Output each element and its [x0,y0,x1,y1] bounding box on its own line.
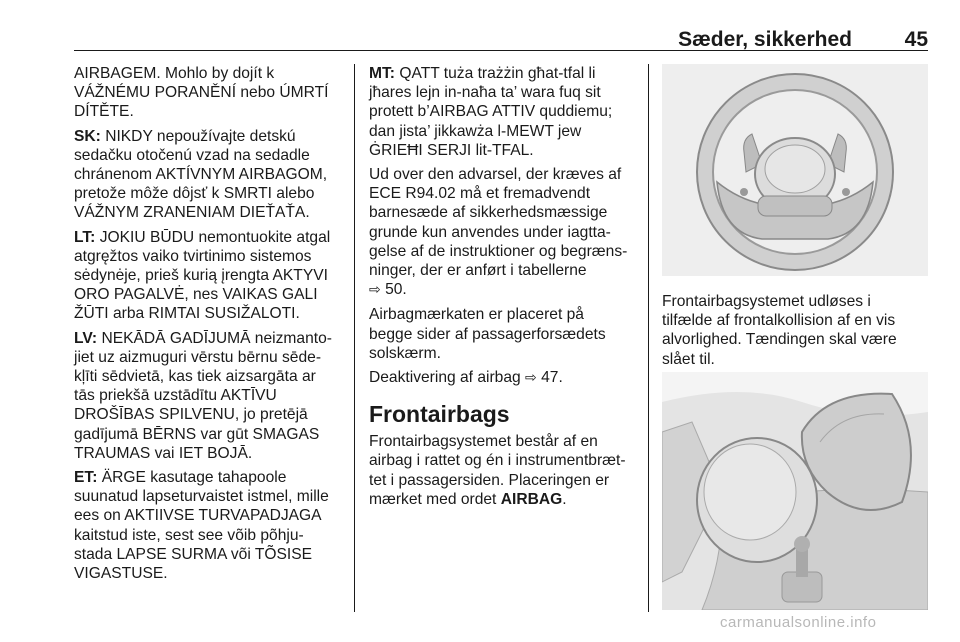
airbag-word: AIRBAG [500,490,563,508]
warning-sk-text: NIKDY nepoužívajte detskú sedačku otočenú vzad na sedadle chránenom AKTÍVNYM AIRBAGOM, pretože môže dôjsť k SMRTI alebo VÁŽNYM ZRANENIAM DIEŤAŤA. [74,127,328,222]
warning-lv [74,329,346,463]
lang-code-et: ET: [74,469,98,487]
warning-mt-text: QATT tuża trażżin għat-tfal li jħares lejn in-naħa ta’ wara fuq sit protett b’AIRBAG ATTIV quddiemu; dan jista’ jikkawża l-MEWT jew ĠRIEĦI SERJI lit-TFAL. [369,65,613,159]
lang-code-sk: SK: [74,127,101,145]
column-3-caption [662,292,930,374]
section-heading-frontairbags: Frontairbags [369,401,510,428]
sticker-note: Airbagmærkaten er placeret på begge sider af passagerforsædets solskærm. [369,306,606,362]
header-title: Sæder, sikkerhed [678,28,852,51]
column-divider-1 [354,64,355,612]
ece-note-text: Ud over den advarsel, der kræves af ECE R94.02 må et fremadvendt barnesæde af sikkerhedsmæssige grunde kun anvendes under iagtta- gelse af de instruktioner og begræns- ninger, der er anført i tabellerne [369,166,628,280]
figure-caption: Frontairbagsystemet udløses i tilfælde af frontalkollision af en vis alvorlighed. Tændingen skal være slået til. [662,293,897,368]
frontairbag-description [369,432,645,509]
lang-code-mt: MT: [369,65,395,82]
deactivation-note [369,368,645,388]
warning-sk [74,127,346,223]
lang-code-lv: LV: [74,329,98,347]
warning-lt [74,228,346,324]
column-1 [74,64,346,588]
airbag-deployment-icon [662,372,928,610]
warning-et [74,468,346,583]
steering-wheel-icon [662,64,928,276]
ece-note [369,165,645,300]
page-number: 45 [904,28,928,51]
lang-code-lt: LT: [74,228,96,246]
warning-et-text: ÄRGE kasutage tahapoole suunatud lapseturvaistet istmel, mille ees on AKTIIVSE TURVAPADJAGA kaitstud iste, sest see võib põhju- stada LAPSE SURMA või TÕSISE VIGASTUSE. [74,469,329,583]
page-ref-arrow-icon: ⇨ [525,370,537,387]
column-2 [369,64,645,514]
warning-cz-tail: AIRBAGEM. Mohlo by dojít k VÁŽNÉMU PORANĚNÍ nebo ÚMRTÍ DÍTĚTE. [74,65,329,121]
deactivation-note-text: Deaktivering af airbag [369,369,526,387]
frontairbag-description-text: Frontairbagsystemet består af en airbag i rattet og én i instrumentbræt- tet i passagersiden. Placeringen er mærket med ordet [369,433,626,508]
frontairbag-description-end: . [562,490,567,508]
header-rule [74,50,928,51]
warning-lt-text: JOKIU BŪDU nemontuokite atgal atgręžtos vaiko tvirtinimo sistemos sėdynėje, prieš kurią įrengta AKTYVI ORO PAGALVĖ, nes VAIKAS GALI ŽŪTI arba RIMTAI SUSIŽALOTI. [74,228,331,323]
watermark: carmanualsonline.info [720,614,877,631]
column-divider-2 [648,64,649,612]
page-ref-50[interactable]: 50. [385,281,407,299]
page-ref-47[interactable]: 47. [541,369,563,387]
steering-wheel-figure [662,64,928,276]
page-ref-arrow-icon: ⇨ [369,282,381,299]
warning-mt [369,64,645,160]
airbag-deployment-figure [662,372,928,610]
warning-lv-text: NEKĀDĀ GADĪJUMĀ neizmanto- jiet uz aizmuguri vērstu bērnu sēde- kļīti sēdvietā, kas tiek aizsargāta ar tās priekšā uzstādītu AKTĪVU DROŠĪBAS SPILVENU, jo pretējā gadījumā BĒRNS var gūt SMAGAS TRAUMAS vai IET BOJĀ. [74,329,332,462]
